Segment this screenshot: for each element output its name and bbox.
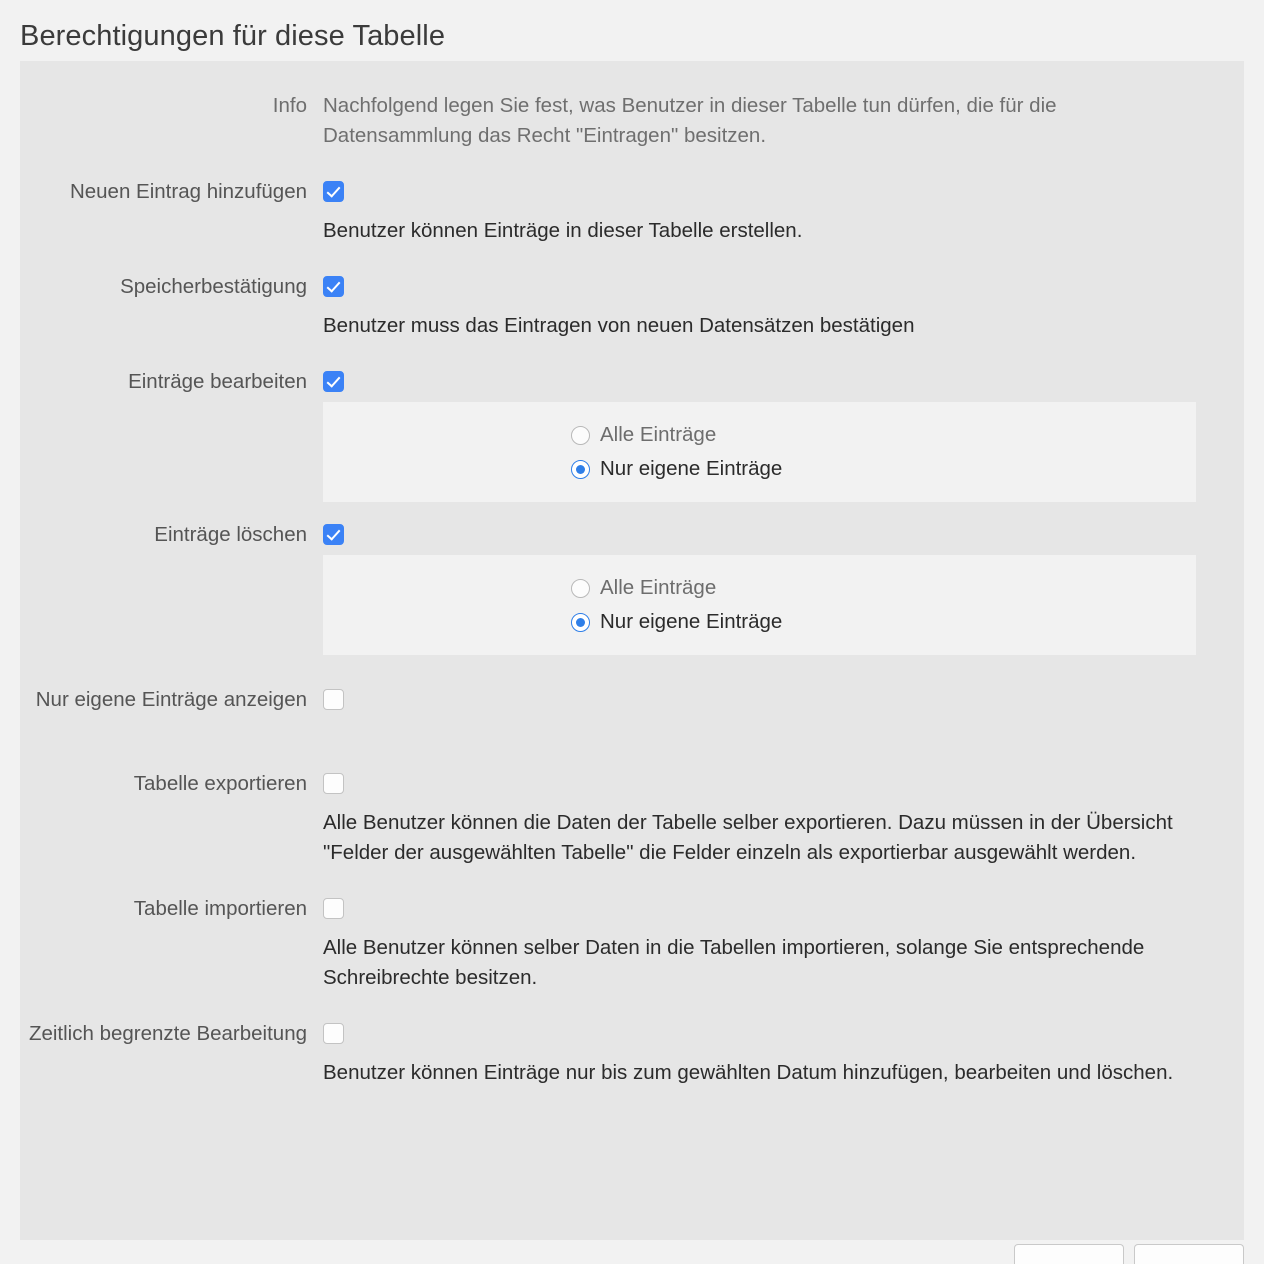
radio-edit-all-label: Alle Einträge	[600, 423, 717, 446]
footer-buttons	[1014, 1244, 1244, 1264]
radio-option-delete-own[interactable]	[323, 605, 1196, 639]
footer-button-left[interactable]	[1014, 1244, 1124, 1264]
row-info-label: Info	[272, 94, 307, 117]
radio-delete-own-icon[interactable]	[571, 613, 590, 632]
checkbox-edit-entries[interactable]	[323, 371, 344, 392]
permissions-panel	[20, 61, 1244, 1240]
row-add-entry-desc: Benutzer können Einträge in dieser Tabelle erstellen.	[323, 219, 803, 242]
row-edit-entries	[20, 367, 1244, 502]
row-export-table-label: Tabelle exportieren	[133, 772, 307, 795]
row-import-table-label: Tabelle importieren	[133, 897, 307, 920]
row-save-confirm	[20, 272, 1244, 341]
row-delete-entries	[20, 520, 1244, 655]
radio-option-edit-all[interactable]	[323, 418, 1196, 452]
radio-edit-all-icon[interactable]	[571, 426, 590, 445]
row-show-own-only-label: Nur eigene Einträge anzeigen	[35, 688, 307, 711]
row-info	[20, 61, 1244, 151]
radio-delete-all-label: Alle Einträge	[600, 576, 717, 599]
row-time-limited-edit-desc: Benutzer können Einträge nur bis zum gewählten Datum hinzufügen, bearbeiten und löschen.	[323, 1061, 1174, 1084]
row-info-text: Nachfolgend legen Sie fest, was Benutzer in dieser Tabelle tun dürfen, die für die Datensammlung das Recht "Eintragen" besitzen.	[323, 94, 1057, 147]
row-add-entry	[20, 177, 1244, 246]
row-edit-entries-label: Einträge bearbeiten	[128, 370, 307, 393]
checkbox-delete-entries[interactable]	[323, 524, 344, 545]
row-export-table	[20, 769, 1244, 868]
row-show-own-only	[20, 685, 1244, 715]
radio-option-edit-own[interactable]	[323, 452, 1196, 486]
row-export-table-desc: Alle Benutzer können die Daten der Tabelle selber exportieren. Dazu müssen in der Übersicht "Felder der ausgewählten Tabelle" die Felder einzeln als exportierbar ausgewählt werden.	[323, 811, 1173, 864]
row-import-table-desc: Alle Benutzer können selber Daten in die Tabellen importieren, solange Sie entsprechende Schreibrechte besitzen.	[323, 936, 1145, 989]
radio-delete-all-icon[interactable]	[571, 579, 590, 598]
checkbox-import-table[interactable]	[323, 898, 344, 919]
row-import-table	[20, 894, 1244, 993]
radio-option-delete-all[interactable]	[323, 571, 1196, 605]
row-time-limited-edit	[20, 1019, 1244, 1088]
checkbox-export-table[interactable]	[323, 773, 344, 794]
row-delete-entries-label: Einträge löschen	[154, 523, 307, 546]
checkbox-show-own-only[interactable]	[323, 689, 344, 710]
radio-delete-own-label: Nur eigene Einträge	[600, 610, 783, 633]
row-time-limited-edit-label: Zeitlich begrenzte Bearbeitung	[28, 1022, 307, 1045]
row-save-confirm-desc: Benutzer muss das Eintragen von neuen Datensätzen bestätigen	[323, 314, 915, 337]
radio-edit-own-icon[interactable]	[571, 460, 590, 479]
checkbox-save-confirm[interactable]	[323, 276, 344, 297]
row-add-entry-label: Neuen Eintrag hinzufügen	[69, 180, 307, 203]
checkbox-add-entry[interactable]	[323, 181, 344, 202]
radio-group-delete-entries	[323, 555, 1196, 655]
page-title: Berechtigungen für diese Tabelle	[20, 20, 446, 52]
radio-group-edit-entries	[323, 402, 1196, 502]
footer-button-right[interactable]	[1134, 1244, 1244, 1264]
row-save-confirm-label: Speicherbestätigung	[120, 275, 307, 298]
radio-edit-own-label: Nur eigene Einträge	[600, 457, 783, 480]
checkbox-time-limited-edit[interactable]	[323, 1023, 344, 1044]
